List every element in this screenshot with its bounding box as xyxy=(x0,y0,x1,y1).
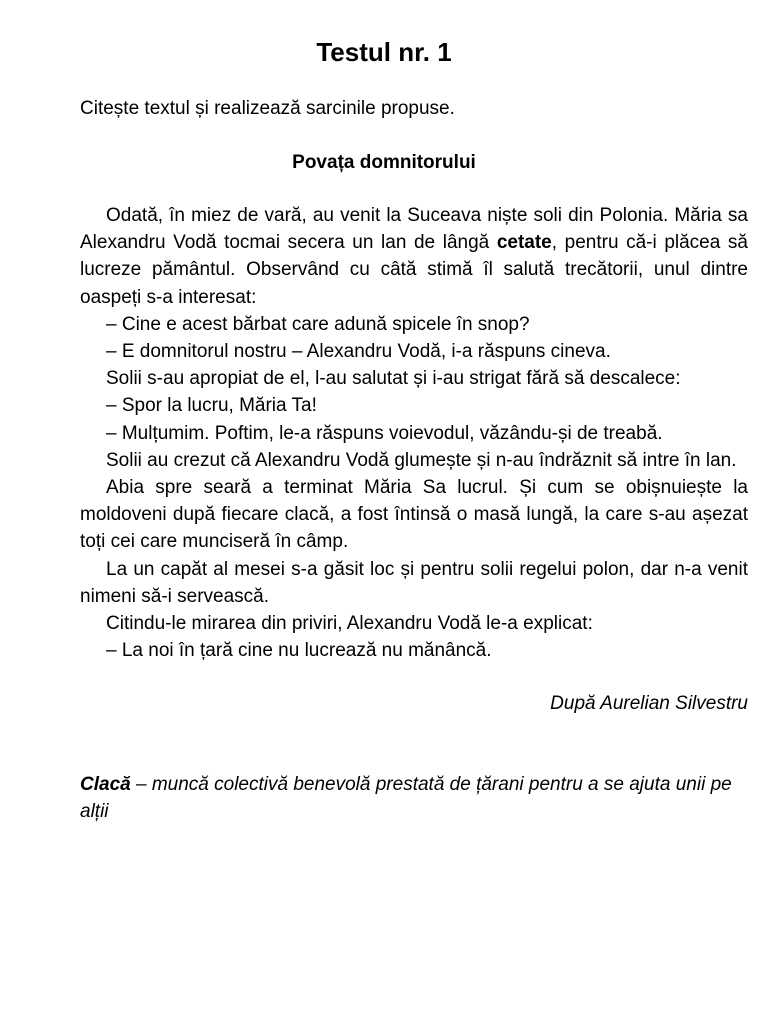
paragraph-1-end: , pentru că-i plăcea să lucreze pământul. Observând cu câtă stimă îl salută trecătorii, unul dintre oaspeți s-a interesat: xyxy=(80,232,748,308)
paragraph-4: Solii s-au apropiat de el, l-au salutat și i-au strigat fără să descalece: xyxy=(106,368,681,390)
footnote-term: Clacă xyxy=(80,774,131,795)
bold-word-cetate: cetate xyxy=(496,232,552,254)
dialogue-line-2: – E domnitorul nostru – Alexandru Vodă, i-a răspuns cineva. xyxy=(106,341,611,363)
instruction-text: Citește textul și realizează sarcinile propuse. xyxy=(80,98,455,119)
dialogue-line-3: – Spor la lucru, Măria Ta! xyxy=(106,395,317,417)
paragraph-8: Abia spre seară a terminat Măria Sa lucrul. Și cum se obișnuiește la moldoveni după fiecare clacă, a fost întinsă o masă lungă, la care s-au așezat toți cei care munciseră în câmp. xyxy=(80,477,748,553)
dialogue-line-1: – Cine e acest bărbat care adună spicele în snop? xyxy=(106,313,530,335)
footnote xyxy=(80,771,740,825)
author-attribution: După Aurelian Silvestru xyxy=(550,693,748,714)
dialogue-line-4: – Mulțumim. Poftim, le-a răspuns voievodul, văzându-și de treabă. xyxy=(106,422,663,444)
dialogue-line-5: – La noi în țară cine nu lucrează nu mănâncă. xyxy=(106,640,492,662)
paragraph-7: Solii au crezut că Alexandru Vodă glumește și n-au îndrăznit să intre în lan. xyxy=(106,449,737,471)
footnote-definition: – muncă colectivă benevolă prestată de țărani pentru a se ajuta unii pe alții xyxy=(80,774,732,822)
story-title: Povața domnitorului xyxy=(292,152,476,173)
paragraph-1-start: Odată, în miez de vară, au venit la Suceava niște soli din Polonia. Măria sa Alexandru Vodă tocmai secera un lan de lângă xyxy=(80,205,748,254)
story-body xyxy=(80,202,748,664)
paragraph-9: La un capăt al mesei s-a găsit loc și pentru solii regelui polon, dar n-a venit nimeni să-i servească. xyxy=(80,558,748,607)
paragraph-10: Citindu-le mirarea din priviri, Alexandru Vodă le-a explicat: xyxy=(106,613,593,635)
page-title: Testul nr. 1 xyxy=(316,37,452,67)
paragraph-1 xyxy=(80,202,748,311)
